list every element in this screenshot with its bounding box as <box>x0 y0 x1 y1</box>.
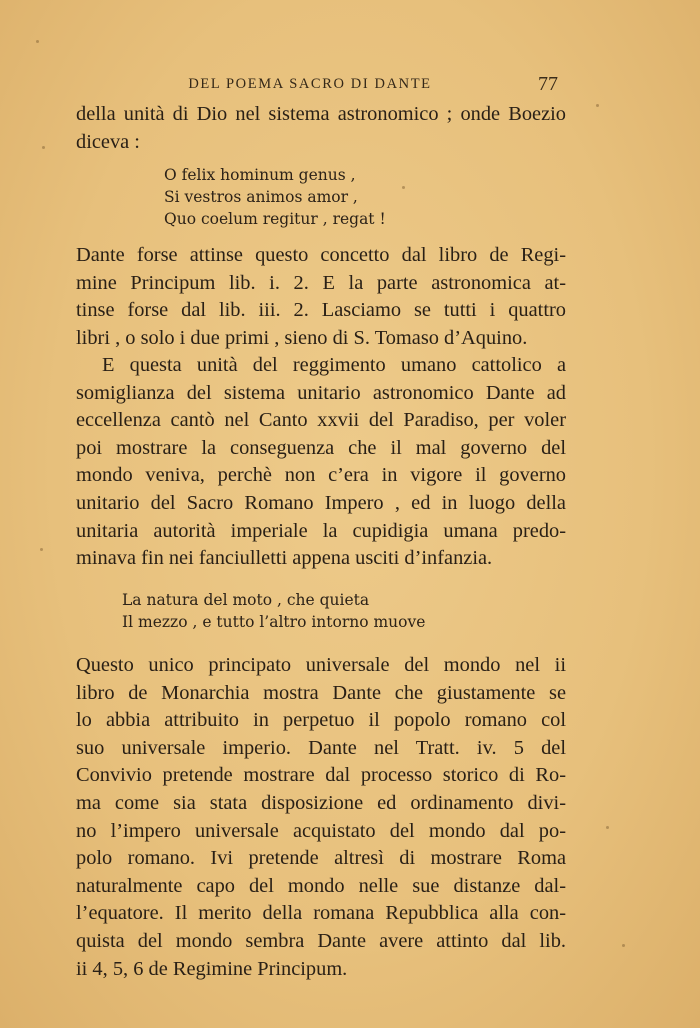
text-line: somiglianza del sistema unitario astronomico Dante ad <box>76 381 566 404</box>
text-line: quista del mondo sembra Dante avere attinto dal lib. <box>76 929 566 952</box>
text-line: no l’impero universale acquistato del mondo dal po- <box>76 819 566 842</box>
text-segment: Dante forse attinse questo concetto dal libro de Regi- <box>76 244 566 266</box>
paragraph-3 <box>76 352 566 573</box>
text-line: tinse forse dal lib. iii. 2. Lasciamo se tutti i quattro <box>76 299 566 322</box>
paragraph-4 <box>76 652 566 983</box>
text-line: mine Principum lib. i. 2. E la parte astronomica at- <box>76 271 566 294</box>
paper-speck <box>622 944 625 947</box>
verse-line: La natura del moto , che quieta <box>122 591 370 609</box>
text-line: l’equatore. Il merito della romana Repubblica alla con- <box>76 902 566 925</box>
text-line: polo romano. Ivi pretende altresì di mostrare Roma <box>76 847 566 870</box>
verse-line: Il mezzo , e tutto l’altro intorno muove <box>122 613 426 631</box>
verse-line: Quo coelum regitur , regat ! <box>164 210 386 228</box>
paper-speck <box>596 104 599 107</box>
text-line: libri , o solo i due primi , sieno di S. Tomaso d’Aquino. <box>76 326 528 349</box>
paper-speck <box>36 40 39 43</box>
text-line: Questo unico principato universale del mondo nel ii <box>76 654 566 676</box>
text-line: ii 4, 5, 6 de Regimine Principum. <box>76 957 348 980</box>
text-line: E questa unità del reggimento umano cattolico a <box>102 354 566 376</box>
verse-line: O felix hominum genus , <box>164 166 356 184</box>
text-line <box>76 242 566 270</box>
running-title: DEL POEMA SACRO DI DANTE <box>188 76 432 92</box>
page-number: 77 <box>538 73 558 95</box>
verse-quotation-dante <box>122 589 425 633</box>
text-line: Convivio pretende mostrare dal processo storico di Ro- <box>76 764 566 787</box>
text-line: unitario del Sacro Romano Impero , ed in luogo della <box>76 491 566 514</box>
text-line: lo abbia attribuito in perpetuo il popolo romano col <box>76 709 566 732</box>
text-line: libro de Monarchia mostra Dante che giustamente se <box>76 681 566 704</box>
paper-speck <box>402 186 405 189</box>
paragraph-1 <box>76 101 566 156</box>
text-line: suo universale imperio. Dante nel Tratt. iv. 5 del <box>76 736 566 759</box>
paper-speck <box>606 826 609 829</box>
text-line: ma come sia stata disposizione ed ordinamento divi- <box>76 791 566 814</box>
paper-speck <box>40 548 43 551</box>
paper-speck <box>42 146 45 149</box>
text-line: unitaria autorità imperiale la cupidigia umana predo- <box>76 519 566 542</box>
text-line: eccellenza cantò nel Canto xxvii del Paradiso, per voler <box>76 409 566 432</box>
running-head <box>0 74 700 98</box>
text-line: poi mostrare la conseguenza che il mal governo del <box>76 436 566 459</box>
verse-line: Si vestros animos amor , <box>164 188 358 206</box>
text-line: naturalmente capo del mondo nelle sue distanze dal- <box>76 874 566 897</box>
paragraph-2 <box>76 242 566 352</box>
text-line: minava fin nei fanciulletti appena usciti d’infanzia. <box>76 547 493 570</box>
text-line: diceva : <box>76 130 140 153</box>
text-line: della unità di Dio nel sistema astronomico ; onde Boezio <box>76 103 566 125</box>
text-line: mondo veniva, perchè non c’era in vigore il governo <box>76 464 566 487</box>
verse-quotation-boethius <box>164 164 386 230</box>
